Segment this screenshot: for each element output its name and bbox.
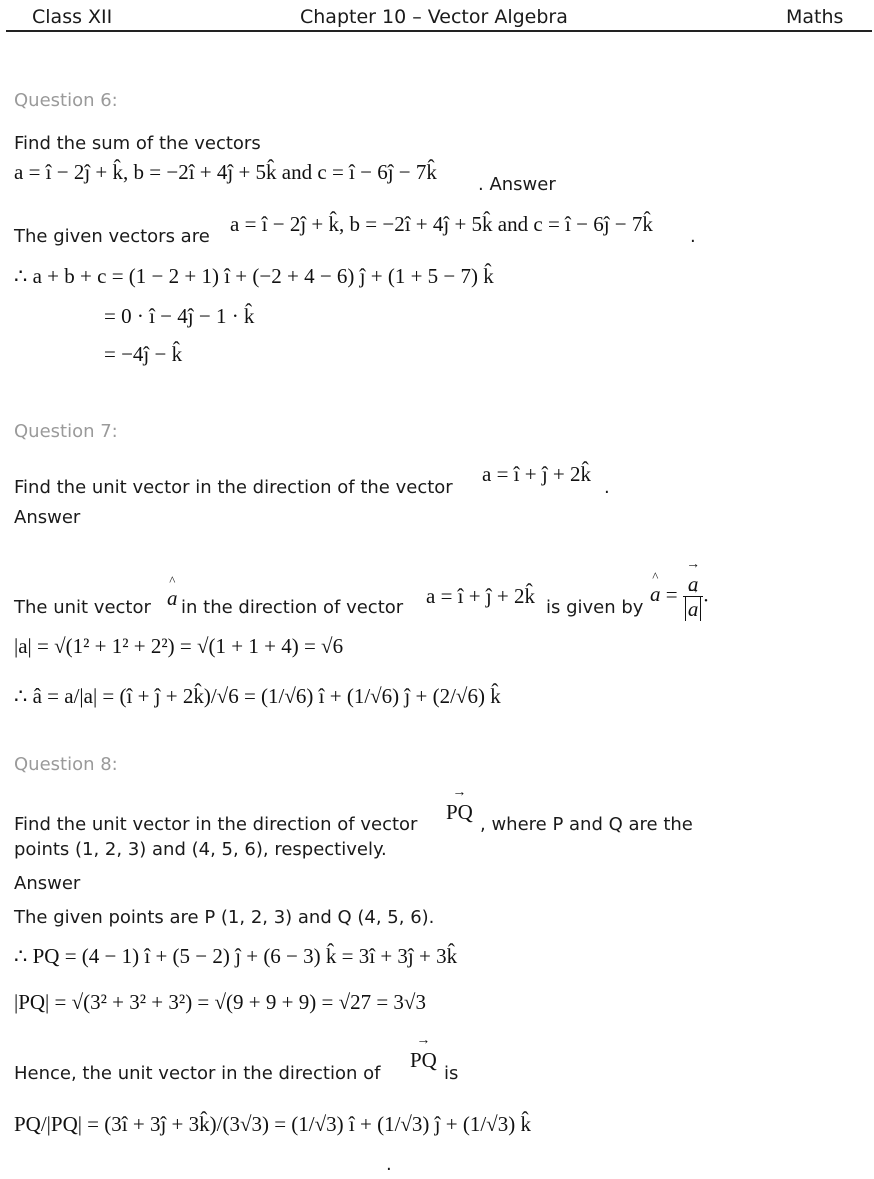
q7-vector: a = î + ĵ + 2k̂: [482, 462, 592, 486]
q8-answer-label: Answer: [14, 873, 81, 894]
q8-pq-magnitude: |PQ| = √(3² + 3² + 3²) = √(9 + 9 + 9) = √27 = 3√3: [14, 990, 426, 1014]
q6-vectors: a = î − 2ĵ + k̂, b = −2î + 4ĵ + 5k̂ and c = î − 6ĵ − 7k̂: [14, 160, 437, 184]
q8-is: is: [444, 1063, 459, 1084]
q7-result: ∴ â = a/|a| = (î + ĵ + 2k̂)/√6 = (1/√6) î + (1/√6) ĵ + (2/√6) k̂: [14, 684, 501, 708]
q7-unit-text-b: in the direction of vector: [181, 597, 404, 618]
q8-pq-symbol: → PQ: [446, 800, 473, 825]
q6-given-intro: The given vectors are: [14, 226, 210, 247]
q6-period: .: [690, 226, 696, 247]
q7-answer-label: Answer: [14, 507, 81, 528]
q7-ahat-formula: ^ a = → a → a .: [650, 572, 709, 621]
q8-pq-symbol-2: → PQ: [410, 1048, 437, 1073]
q7-prompt: Find the unit vector in the direction of the vector: [14, 477, 453, 498]
q8-result: PQ/|PQ| = (3î + 3ĵ + 3k̂)/(3√3) = (1/√3) î + (1/√3) ĵ + (1/√3) k̂: [14, 1112, 531, 1136]
header-rule: [6, 30, 872, 32]
q7-heading: Question 7:: [14, 421, 118, 442]
q6-answer-label: . Answer: [478, 174, 556, 195]
q6-step3: = −4ĵ − k̂: [104, 342, 183, 366]
q8-pq-vector: ∴ PQ = (4 − 1) î + (5 − 2) ĵ + (6 − 3) k̂ = 3î + 3ĵ + 3k̂: [14, 944, 458, 968]
q7-period: .: [604, 477, 610, 498]
q8-given: The given points are P (1, 2, 3) and Q (4, 5, 6).: [14, 907, 435, 928]
q6-heading: Question 6:: [14, 90, 118, 111]
header-chapter: Chapter 10 – Vector Algebra: [300, 6, 568, 28]
q7-unit-text-c: is given by: [546, 597, 644, 618]
q8-prompt-c: points (1, 2, 3) and (4, 5, 6), respectively.: [14, 839, 387, 860]
q7-vector-inline: a = î + ĵ + 2k̂: [426, 584, 536, 608]
q6-prompt: Find the sum of the vectors: [14, 133, 261, 154]
q7-a-hat-symbol: ^ a: [167, 586, 178, 611]
q8-final-period: .: [386, 1154, 392, 1175]
q6-step1: ∴ a + b + c = (1 − 2 + 1) î + (−2 + 4 − 6) ĵ + (1 + 5 − 7) k̂: [14, 264, 494, 288]
q8-heading: Question 8:: [14, 754, 118, 775]
q7-unit-text-a: The unit vector: [14, 597, 151, 618]
header-class: Class XII: [32, 6, 113, 28]
q6-given-vectors: a = î − 2ĵ + k̂, b = −2î + 4ĵ + 5k̂ and c = î − 6ĵ − 7k̂: [230, 212, 653, 236]
q8-hence: Hence, the unit vector in the direction of: [14, 1063, 381, 1084]
q7-magnitude: |a| = √(1² + 1² + 2²) = √(1 + 1 + 4) = √6: [14, 634, 344, 658]
q6-step2: = 0 · î − 4ĵ − 1 · k̂: [104, 304, 255, 328]
q8-prompt-b: , where P and Q are the: [480, 814, 693, 835]
header-subject: Maths: [786, 6, 844, 28]
q8-prompt-a: Find the unit vector in the direction of vector: [14, 814, 418, 835]
